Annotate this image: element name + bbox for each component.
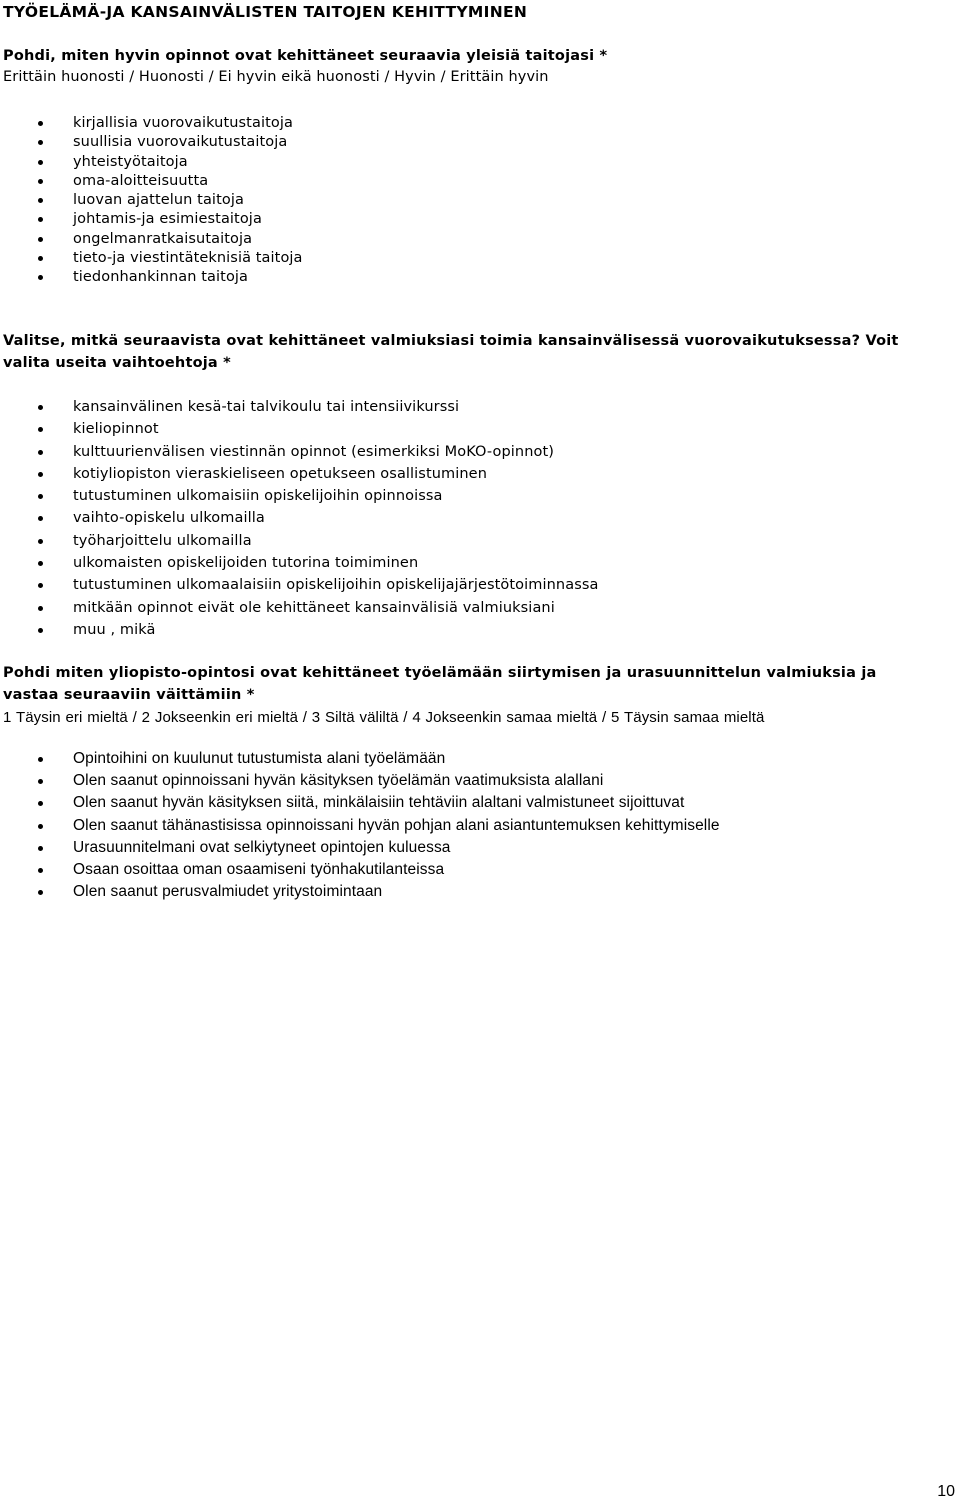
q3-scale: 1 Täysin eri mieltä / 2 Jokseenkin eri mieltä / 3 Siltä väliltä / 4 Jokseenkin samaa mieltä / 5 Täysin samaa mieltä [3, 709, 765, 726]
section-title: TYÖELÄMÄ-JA KANSAINVÄLISTEN TAITOJEN KEHITTYMINEN [3, 3, 528, 21]
list-item [0, 815, 720, 837]
bullet-icon [38, 472, 43, 477]
list-item [0, 792, 720, 814]
list-item [0, 859, 720, 881]
bullet-icon [38, 237, 43, 242]
bullet-icon [38, 539, 43, 544]
list-item [0, 530, 599, 552]
bullet-icon [38, 140, 43, 145]
q2-question-line1: Valitse, mitkä seuraavista ovat kehittäneet valmiuksiasi toimia kansainvälisessä vuorovaikutuksessa? Voit [3, 333, 899, 349]
bullet-icon [38, 628, 43, 633]
list-item-label: ongelmanratkaisutaitoja [73, 230, 253, 247]
bullet-icon [38, 516, 43, 521]
list-item-label: vaihto-opiskelu ulkomailla [73, 510, 265, 527]
bullet-icon [38, 757, 43, 762]
bullet-icon [38, 801, 43, 806]
list-item [0, 597, 599, 619]
list-item-label: Opintoihini on kuulunut tutustumista alani työelämään [73, 750, 446, 767]
bullet-icon [38, 427, 43, 432]
list-item-label: tieto-ja viestintäteknisiä taitoja [73, 250, 303, 267]
bullet-icon [38, 198, 43, 203]
list-item [0, 574, 599, 596]
list-item-label: Olen saanut opinnoissani hyvän käsityksen työelämän vaatimuksista alallani [73, 772, 604, 790]
list-item [0, 463, 599, 485]
list-item-label: kotiyliopiston vieraskieliseen opetukseen osallistuminen [73, 465, 487, 482]
q3-statement-list [0, 748, 720, 903]
bullet-icon [38, 606, 43, 611]
list-item [0, 619, 599, 641]
list-item [0, 230, 303, 249]
bullet-icon [38, 779, 43, 784]
bullet-icon [38, 868, 43, 873]
bullet-icon [38, 890, 43, 895]
list-item [0, 552, 599, 574]
list-item [0, 770, 720, 792]
bullet-icon [38, 217, 43, 222]
list-item [0, 441, 599, 463]
list-item [0, 837, 720, 859]
bullet-icon [38, 450, 43, 455]
list-item [0, 114, 303, 133]
list-item-label: muu , mikä [73, 621, 156, 638]
q3-question-line1: Pohdi miten yliopisto-opintosi ovat kehittäneet työelämään siirtymisen ja urasuunnittelun valmiuksia ja [3, 665, 877, 681]
list-item [0, 133, 303, 152]
q2-option-list [0, 396, 599, 641]
bullet-icon [38, 824, 43, 829]
list-item-label: mitkään opinnot eivät ole kehittäneet kansainvälisiä valmiuksiani [73, 599, 555, 616]
bullet-icon [38, 160, 43, 165]
list-item-label: johtamis-ja esimiestaitoja [73, 211, 262, 228]
q3-question-line2: vastaa seuraaviin väittämiin * [3, 687, 255, 703]
bullet-icon [38, 256, 43, 261]
list-item-label: kirjallisia vuorovaikutustaitoja [73, 115, 293, 131]
list-item [0, 396, 599, 418]
list-item [0, 418, 599, 440]
list-item-label: Urasuunnitelmani ovat selkiytyneet opintojen kuluessa [73, 838, 451, 856]
bullet-icon [38, 494, 43, 499]
list-item [0, 153, 303, 172]
list-item [0, 268, 303, 287]
q1-question: Pohdi, miten hyvin opinnot ovat kehittäneet seuraavia yleisiä taitojasi * [3, 48, 608, 64]
list-item-label: luovan ajattelun taitoja [73, 192, 244, 209]
list-item-label: suullisia vuorovaikutustaitoja [73, 134, 288, 151]
list-item-label: tutustuminen ulkomaisiin opiskelijoihin opinnoissa [73, 488, 443, 505]
list-item-label: tutustuminen ulkomaalaisiin opiskelijoihin opiskelijajärjestötoiminnassa [73, 577, 599, 594]
list-item-label: kansainvälinen kesä-tai talvikoulu tai intensiivikurssi [73, 399, 460, 415]
bullet-icon [38, 846, 43, 851]
list-item-label: kulttuurienvälisen viestinnän opinnot (esimerkiksi MoKO-opinnot) [73, 443, 555, 460]
list-item-label: kieliopinnot [73, 421, 159, 438]
list-item-label: oma-aloitteisuutta [73, 172, 209, 189]
list-item [0, 210, 303, 229]
list-item-label: Olen saanut tähänastisissa opinnoissani hyvän pohjan alani asiantuntemuksen kehittymiselle [73, 816, 720, 834]
list-item-label: tiedonhankinnan taitoja [73, 269, 249, 286]
list-item [0, 485, 599, 507]
list-item [0, 172, 303, 191]
bullet-icon [38, 561, 43, 566]
list-item-label: Olen saanut perusvalmiudet yritystoimintaan [73, 883, 383, 901]
bullet-icon [38, 179, 43, 184]
bullet-icon [38, 121, 43, 126]
bullet-icon [38, 275, 43, 280]
bullet-icon [38, 405, 43, 410]
q1-scale: Erittäin huonosti / Huonosti / Ei hyvin eikä huonosti / Hyvin / Erittäin hyvin [3, 69, 549, 85]
list-item-label: ulkomaisten opiskelijoiden tutorina toimiminen [73, 555, 419, 572]
list-item-label: yhteistyötaitoja [73, 153, 188, 170]
q2-question-line2: valita useita vaihtoehtoja * [3, 355, 231, 371]
list-item [0, 881, 720, 903]
list-item-label: työharjoittelu ulkomailla [73, 532, 252, 549]
list-item [0, 507, 599, 529]
list-item [0, 249, 303, 268]
list-item [0, 748, 720, 770]
list-item-label: Olen saanut hyvän käsityksen siitä, minkälaisiin tehtäviin alaltani valmistuneet sijoittuvat [73, 794, 685, 812]
bullet-icon [38, 583, 43, 588]
q1-skill-list [0, 114, 303, 288]
page-number: 10 [937, 1483, 955, 1500]
list-item-label: Osaan osoittaa oman osaamiseni työnhakutilanteissa [73, 860, 445, 878]
list-item [0, 191, 303, 210]
